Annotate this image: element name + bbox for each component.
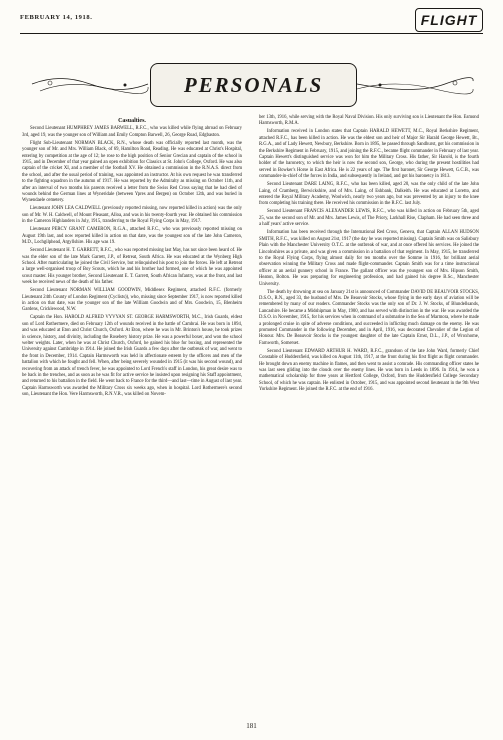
right-column [259, 115, 479, 395]
obituary-paragraph: Second Lieutenant HUMPHREY JAMES BARWELL, R.F.C., who was killed while flying abroad on February 3rd, aged 19, was the younger son of William and Emily Compton Barwell, 26, George Road, Edgbaston. [22, 126, 242, 138]
obituary-paragraph: Flight Sub-Lieutenant NORMAN BLACK, R.N., whose death was officially reported last month, was the younger son of Mr. and Mrs. William Black, of 69, Hamilton Road, Reading. He was educated at Christ's Hospital, entering by competition at the age of 12; he rose to the high position of Senior Grecian and captain of the school in 1915, and in December of that year gained an open exhibition for Classics at St. John's College, Oxford. He was also captain of the cricket XI, and a member of the football XV. He obtained a commission in the R.N.A.S. direct from the school, and after the usual period of training, was appointed an instructor. At his own request he was transferred to the fighting squadron in the autumn of 1917. He was reported by the Admiralty as missing on October 11th, and after an interval of two months his parents received a letter from the Swiss Red Cross saying that he had died of wounds behind the German lines at Wyneridale (between Ypres and Bergen) on October 12th, and was buried in Wynendaele cemetery. [22, 140, 242, 204]
obituary-paragraph: Lieutenant JOHN LEA CALDWELL (previously reported missing, now reported killed in action) was the only son of Mr. W. H. Caldwell, of Mount Pleasant, Alloa, and was in his twenty-fourth year. He obtained his commission in the Cameron Highlanders in July, 1915, transferring to the Royal Flying Corps in May, 1917. [22, 206, 242, 225]
obituary-paragraph: The death by drowning at sea on January 21st is announced of Commander DAVID DE BEAUVOIR STOCKS, D.S.O., R.N., aged 33, the husband of Mrs. De Beauvoir Stocks, whose flying in the early days of aviation will be remembered by many of our readers. Commander Stocks was the only son of Dr. J. W. Stocks, of Blundellsands, Lancashire. He became a Midshipman in May, 1900, and has served with distinction in the war. He was awarded the D.S.O. in November, 1915, for his services when in command of a submarine in the Sea of Marmora, where he made a prolonged cruise in spite of adverse conditions, and succeeded in inflicting much damage on the enemy. He was promoted Commander in the following December, and in April, 1916, was decorated Chevalier of the Legion of Honour. Mrs. De Beauvoir Stocks is the youngest daughter of the late Captain Ernst, D.L., J.P., of Wroxhome, Farnworth, Somerset. [259, 289, 479, 346]
obituary-paragraph: Second Lieutenant FRANCIS ALEXANDER LEWIS, R.F.C., who was killed in action on February 5th, aged 25, was the second son of Mr. and Mrs. James Lewis, of The Priory, Larkhall Rise, Clapham. He had seen three and a half years' active service. [259, 209, 479, 228]
banner-ornament-left [30, 71, 150, 97]
page-number: 181 [246, 722, 257, 730]
header-rule [20, 33, 483, 34]
banner-ornament-right [355, 71, 475, 97]
issue-date: FEBRUARY 14, 1918. [20, 14, 93, 21]
obituary-paragraph: Second Lieutenant H. T. GARRETT, R.F.C., who was reported missing last May, has not since been heard of. He was the elder son of the late Mark Garrett, J.P., of Retreat, South Africa. He was educated at the Wynberg High School. After matriculating he joined the Civil Service, but relinquished his post to join the forces. He left at Retreat a large well-organised troop of Boy Scouts, which he and his brother had formed, one of which he was appointed scout master. His younger brother, Second Lieutenant E. T. Garrett, South African Infantry, was at the front, and last week he received news of the death of his father. [22, 248, 242, 286]
obituary-paragraph: ber 13th, 1916, while serving with the Royal Naval Division. His only surviving son is Lieutenant the Hon. Esmond Harmsworth, R.M.A. [259, 115, 479, 127]
page-title: PERSONALS [183, 72, 324, 97]
title-banner [150, 63, 357, 107]
obituary-paragraph: Information has been received through the International Red Cross, Geneva, that Captain ALLAN HUDSON SMITH, R.F.C., was killed on August 21st, 1917 (the day he was reported missing). Captain Smith was on Salisbury Plain with the Manchester University O.T.C. at the outbreak of war, and at once offered his services. He joined the Lincolnshires as a private, and was given a commission in a battalion of that regiment. In May, 1915, he transferred to the Royal Flying Corps, flying almost daily for ten months over the Somme in 1916, for brilliant aerial observation winning the Military Cross and made flight-commander. Captain Smith was for a time instructional officer at an aerial gunnery school in France. The gallant officer was the youngest son of Mrs. Hipson Smith, Heaton, Bolton. He was preparing for engineering profession, and had gained his degree B.Sc., Manchester University. [259, 230, 479, 287]
obituary-paragraph: Second Lieutenant NORMAN WILLIAM GOODWIN, Middlesex Regiment, attached R.F.C. (formerly Lieutenant 24th County of London Regiment (Cyclists)), who, missing since September 1917, is now reported killed in action on that date, was the younger son of the late William Goodwin and of Mrs. Goodwin, 15, Blenheim Gardens, Cricklewood, N.W. [22, 288, 242, 313]
page-header [20, 8, 483, 30]
obituary-paragraph: Second Lieutenant EDWARD ARTHUR H. WARD, R.F.C., grandson of the late John Ward, formerly Chief Constable of Huddersfield, was killed on August 11th, 1917, at the front during his first flight as flight commander. He brought down an enemy machine in flames, and then went to assist a comrade. His commanding officer states he was last seen gliding into the clouds over the enemy lines. He was born in Leeds in 1896. In 1914, he won a mathematical scholarship for three years at Hertford College, Oxford, from the Huddersfield College Secondary School, of which he was captain. He enlisted in October, 1915, and was appointed second lieutenant in the 9th West Yorkshire Regiment. He joined the R.F.C. at the end of 1916. [259, 348, 479, 393]
section-heading: Casualties. [118, 118, 146, 124]
obituary-paragraph: Second Lieutenant DARE LAING, R.F.C., who has been killed, aged 20, was the only child of the late John Laing, of Cramberg, Berwickshire, and of Mrs. Laing, of Eshbank, Dalkeith. He was educated at Loretto, and entered the Royal Military Academy, Woolwich, nearly two years ago, but was prevented by an injury to the knee from completing his training there. He received his commission in the R.F.C. last July. [259, 182, 479, 207]
obituary-paragraph: Captain the Hon. HAROLD ALFRED VYVYAN ST. GEORGE HARMSWORTH, M.C., Irish Guards, eldest son of Lord Rothermere, died on February 12th of wounds received in the battle of Cambrai. He was born in 1894, and was educated at Eton and Christ Church, Oxford. At Eton, where he was in Mr. Brinton's house, he took prizes in science, history, and divinity, including the Rosebery history prize. He was a powerful boxer, and won the school welter weights. Later, when he was at Christ Church, Oxford, he gained his blue for boxing, and represented the University against Cambridge in 1914. He joined the Irish Guards a few days after the outbreak of war, and went to the front in December, 1914. Captain Harmsworth was held in affectionate esteem by the officers and men of the battalion with which he fought and fell. When, after being severely wounded in 1915 (it was his second wound), and recovering from an attack of trench fever, he was appointed to Lord French's staff in London, his great desire was to be back in the trenches, and as soon as he was fit for active service he insisted upon resigning his Staff appointment, and returned to his battalion in the field. He went back to France for the third—and last—time in August of last year. Captain Harmsworth was awarded the Military Cross six weeks ago, when in hospital. Lord Rothermere's second son, Lieutenant the Hon. Vere Harmsworth, R.N.V.R., was killed on Novem- [22, 315, 242, 398]
flight-logo: FLIGHT [415, 8, 483, 32]
obituary-paragraph: Information received in London states that Captain HARALD HEWETT, M.C., Royal Berkshire Regiment, attached R.F.C., has been killed in action. He was the eldest son and heir of Major Sir Harald George Hewett, Bt., R.G.A., and of Lady Hewett, Newbury, Berkshire. Born in 1895, he passed through Sandhurst, got his commission in the Berkshire Regiment in February, 1915, and joining the R.F.C., became flight commander in February of last year. Captain Hewett's distinguished service was won for him the Military Cross. His father, Sir Harold, is the fourth holder of the baronetcy, to which the heir is now the second son, George, who during the present hostilities had served in Bowker's Horse in East Africa. He is 22 years of age. The first baronet, Sir George Hewett, G.C.B., was commander-in-chief of the forces in India, and subsequently in Ireland, and got his baronetcy in 1813. [259, 129, 479, 180]
left-column [22, 118, 242, 400]
obituary-paragraph: Lieutenant PERCY GRANT CAMERON, R.G.A., attached R.F.C., who was previously reported missing on August 19th last, and now reported killed in action on that date, was the youngest son of the late John Cameron, M.D., Lochgilphead, Argyllshire. His age was 19. [22, 227, 242, 246]
